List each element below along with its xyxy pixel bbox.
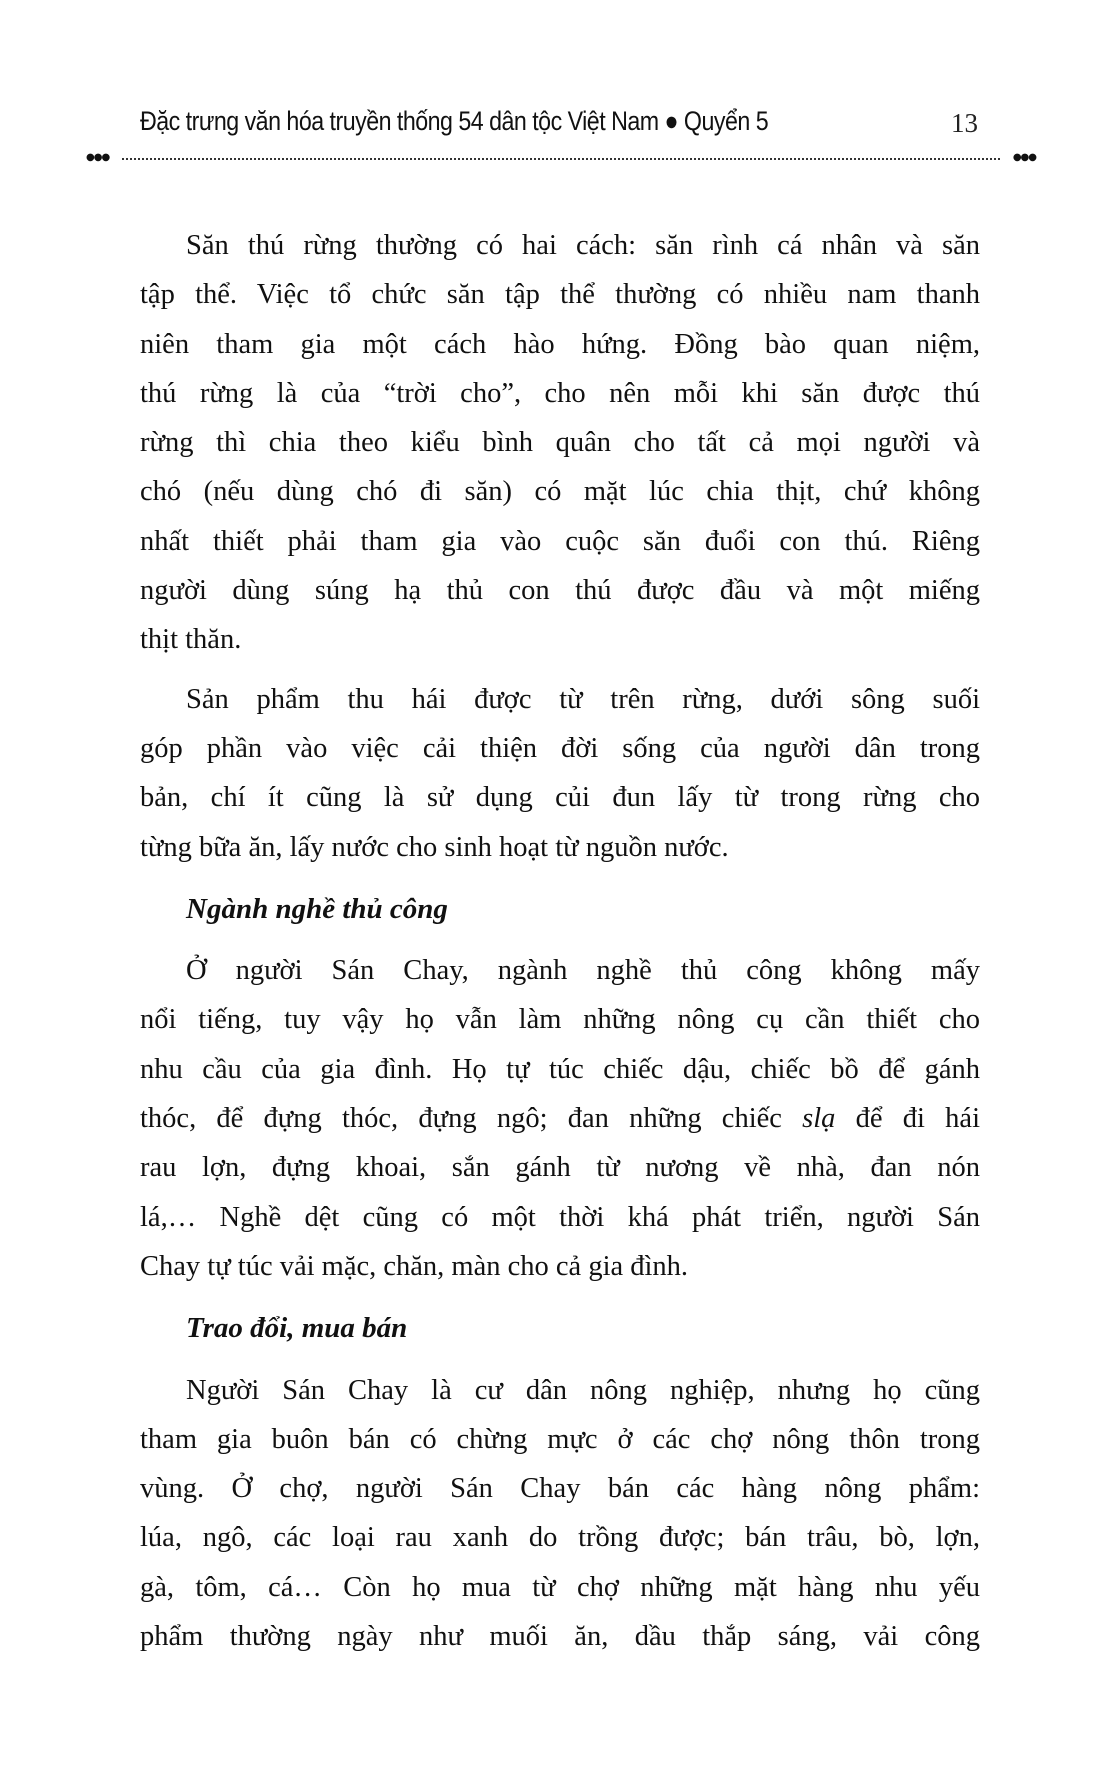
page-body <box>140 221 980 1671</box>
ornament-dots-icon: ●●● <box>86 152 110 163</box>
text-line: gà, tôm, cá… Còn họ mua từ chợ những mặt hàng nhu yếu <box>140 1571 980 1603</box>
paragraph-trade <box>140 1366 980 1662</box>
text-line: niên tham gia một cách hào hứng. Đồng bào quan niệm, <box>140 328 980 360</box>
text-line: phẩm thường ngày như muối ăn, dầu thắp sáng, vải công <box>140 1621 980 1653</box>
text-line: Người Sán Chay là cư dân nông nghiệp, nhưng họ cũng <box>186 1374 980 1406</box>
text-line: chó (nếu dùng chó đi săn) có mặt lúc chia thịt, chứ không <box>140 476 980 508</box>
text-segment: để đi hái <box>835 1103 981 1135</box>
text-line: thịt thăn. <box>140 624 242 656</box>
text-line: tập thể. Việc tổ chức săn tập thể thường có nhiều nam thanh <box>140 279 980 311</box>
header-divider <box>86 152 1036 164</box>
text-line: nhu cầu của gia đình. Họ tự túc chiếc dậu, chiếc bồ để gánh <box>140 1053 980 1085</box>
text-line: Sản phẩm thu hái được từ trên rừng, dưới sông suối <box>186 683 980 715</box>
text-line: bản, chí ít cũng là sử dụng củi đun lấy từ trong rừng cho <box>140 782 980 814</box>
text-line: rau lợn, đựng khoai, sắn gánh từ nương về nhà, đan nón <box>140 1152 980 1184</box>
section-heading-trade: Trao đổi, mua bán <box>186 1312 408 1345</box>
italic-term: slạ <box>802 1103 836 1135</box>
running-title: Đặc trưng văn hóa truyền thống 54 dân tộc Việt Nam ● Quyển 5 <box>140 106 769 136</box>
running-header <box>140 106 980 146</box>
text-line: từng bữa ăn, lấy nước cho sinh hoạt từ nguồn nước. <box>140 831 729 863</box>
dotted-rule <box>122 158 1000 160</box>
text-line: Săn thú rừng thường có hai cách: săn rình cá nhân và săn <box>186 230 980 261</box>
section-heading-crafts: Ngành nghề thủ công <box>186 892 448 925</box>
text-line: nhất thiết phải tham gia vào cuộc săn đuổi con thú. Riêng <box>140 525 980 557</box>
ornament-dots-icon: ●●● <box>1012 152 1036 163</box>
text-line: Chay tự túc vải mặc, chăn, màn cho cả gia đình. <box>140 1250 689 1282</box>
text-line: lúa, ngô, các loại rau xanh do trồng được; bán trâu, bò, lợn, <box>140 1522 980 1554</box>
paragraph-forest-products <box>140 675 980 872</box>
text-line: Ở người Sán Chay, ngành nghề thủ công không mấy <box>186 955 980 987</box>
text-line: lá,… Nghề dệt cũng có một thời khá phát triển, người Sán <box>140 1201 980 1233</box>
text-line: thú rừng là của “trời cho”, cho nên mỗi khi săn được thú <box>140 377 980 409</box>
text-line: góp phần vào việc cải thiện đời sống của người dân trong <box>140 732 980 764</box>
text-line: người dùng súng hạ thủ con thú được đầu và một miếng <box>140 575 980 607</box>
paragraph-hunting <box>140 221 980 665</box>
text-line-with-italic <box>140 1094 980 1143</box>
text-segment: thóc, để đựng thóc, đựng ngô; đan những chiếc <box>140 1103 803 1135</box>
text-line: tham gia buôn bán có chừng mực ở các chợ nông thôn trong <box>140 1423 980 1455</box>
text-line: nổi tiếng, tuy vậy họ vẫn làm những nông cụ cần thiết cho <box>140 1004 980 1036</box>
paragraph-crafts <box>140 946 980 1291</box>
page-number: 13 <box>951 108 978 138</box>
text-line: vùng. Ở chợ, người Sán Chay bán các hàng nông phẩm: <box>140 1473 980 1505</box>
text-line: rừng thì chia theo kiểu bình quân cho tất cả mọi người và <box>140 427 980 459</box>
